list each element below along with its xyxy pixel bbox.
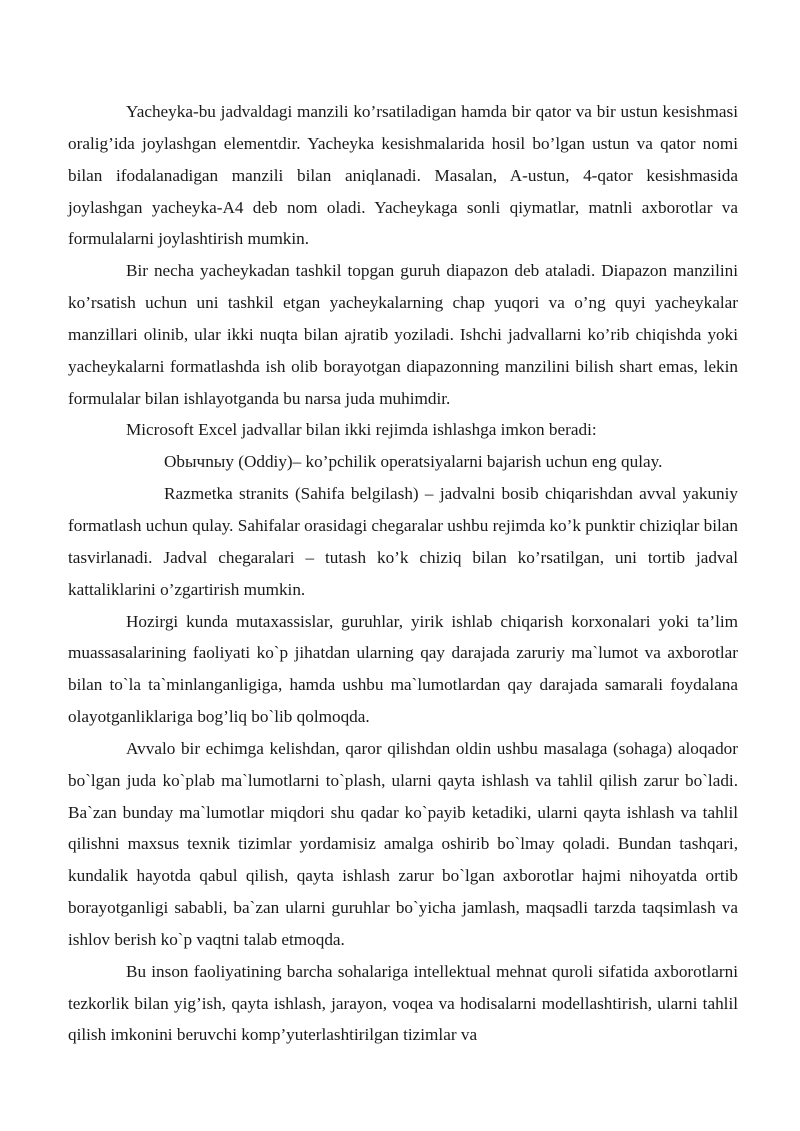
paragraph-information-provision: Hozirgi kunda mutaxassislar, guruhlar, yirik ishlab chiqarish korxonalari yoki ta’lim muassasalarining faoliyati ko`p jihatdan ularning qay darajada zaruriy ma`lumot va axborotlar bilan to`la ta`minlanganligiga, hamda ushbu ma`lumotlardan qay darajada samarali foydalana olayotganliklariga bog’liq bo`lib qolmoqda.	[68, 611, 738, 727]
paragraph-page-layout-mode: Razmetka stranits (Sahifa belgilash) – jadvalni bosib chiqarishdan avval yakuniy formatlash uchun qulay. Sahifalar orasidagi chegaralar ushbu rejimda ko’k punktir chiziqlar bilan tasvirlanadi. Jadval chegaralari – tutash ko’k chiziq bilan ko’rsatilgan, uni tortib jadval kattaliklarini o’zgartirish mumkin.	[68, 484, 738, 599]
paragraph-computerized-systems: Bu inson faoliyatining barcha sohalariga intellektual mehnat quroli sifatida axborotlarni tezkorlik bilan yig’ish, qayta ishlash, jarayon, voqea va hodisalarni modellashtirish, ularni tahlil qilish imkonini beruvchi komp’yuterlashtirilgan tizimlar va	[68, 961, 738, 1045]
paragraph-cell-definition: Yacheyka-bu jadvaldagi manzili ko’rsatiladigan hamda bir qator va bir ustun kesishmasi oralig’ida joylashgan elementdir. Yacheyka kesishmalarida hosil bo’lgan ustun va qator nomi bilan ifodalanadigan manzili bilan aniqlanadi. Masalan, A-ustun, 4-qator kesishmasida joylashgan yacheyka-A4 deb nom oladi. Yacheykaga sonli qiymatlar, matnli axborotlar va formulalarni joylashtirish mumkin.	[68, 102, 738, 249]
paragraph-excel-modes-intro: Microsoft Excel jadvallar bilan ikki rejimda ishlashga imkon beradi:	[126, 420, 597, 440]
paragraph-data-processing: Avvalo bir echimga kelishdan, qaror qilishdan oldin ushbu masalaga (sohaga) aloqador bo`lgan juda ko`plab ma`lumotlarni to`plash, ularni qayta ishlash va tahlil qilish zarur bo`ladi. Ba`zan bunday ma`lumotlar miqdori shu qadar ko`payib ketadiki, ularni qayta ishlash va tahlil qilishni maxsus texnik tizimlar yordamisiz amalga oshirib bo`lmay qoladi. Bundan tashqari, kundalik hayotda qabul qilish, qayta ishlash zarur bo`lgan axborotlar hajmi nihoyatda ortib borayotganligi sababli, ba`zan ularni guruhlar bo`yicha jamlash, maqsadli tarzda taqsimlash va ishlov berish ko`p vaqtni talab etmoqda.	[68, 738, 738, 949]
paragraph-normal-mode: Obычnыy (Oddiy)– ko’pchilik operatsiyalarni bajarish uchun eng qulay.	[164, 452, 663, 472]
paragraph-range-definition: Bir necha yacheykadan tashkil topgan guruh diapazon deb ataladi. Diapazon manzilini ko’rsatish uchun uni tashkil etgan yacheykalarning chap yuqori va o’ng quyi yacheykalar manzillari olinib, ular ikki nuqta bilan ajratib yoziladi. Ishchi jadvallarni ko’rib chiqishda yoki yacheykalarni formatlashda ish olib borayotgan diapazonning manzilini bilish shart emas, lekin formulalar bilan ishlayotganda bu narsa juda muhimdir.	[68, 261, 738, 408]
document-page	[68, 96, 738, 1051]
